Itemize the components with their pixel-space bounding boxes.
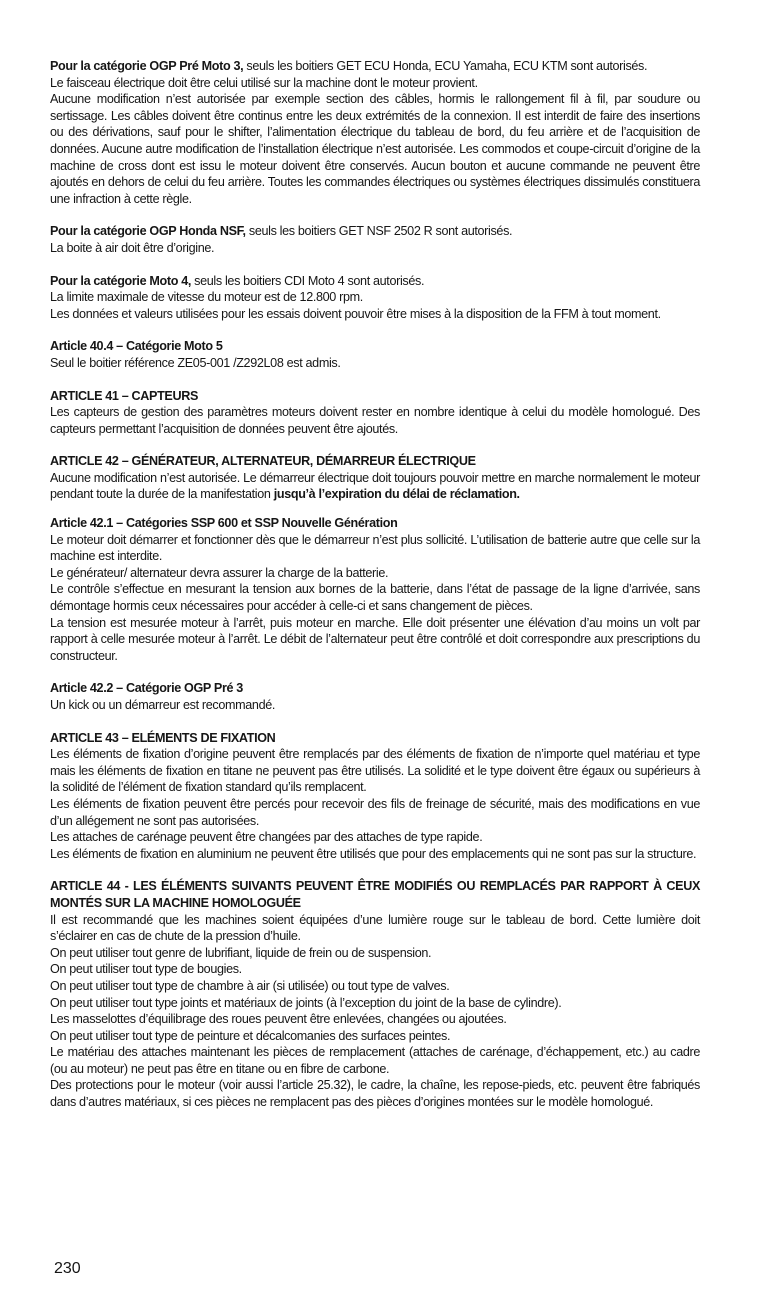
paragraph: Les attaches de carénage peuvent être changées par des attaches de type rapide. [50, 830, 483, 845]
paragraph-text: seuls les boitiers GET ECU Honda, ECU Yamaha, ECU KTM sont autorisés. [243, 59, 648, 73]
paragraph: Aucune modification n’est autorisée par exemple section des câbles, hormis le rallongement fil à fil, par soudure ou sertissage. Les câbles doivent être continus entre les deux extrémités de la connexion. Il est interdit de faire des insertions ou des dérivations, sauf pour le shifter, l’alimentation électrique du tableau de bord, du feu arrière et de l’acquisition de données. Aucune autre modification de l’installation électrique n’est autorisée. Les commodos et coupe-circuit d’origine de la machine de cross dont est issu le moteur doivent être conservés. Aucun bouton et aucune commande ne peuvent être ajoutés en dehors de celui du feu arrière. Toutes les commandes électriques ou systèmes électriques dissimulés constituera une infraction à cette règle. [50, 92, 700, 206]
heading-article-41: ARTICLE 41 – CAPTEURS [50, 388, 198, 403]
paragraph-text: Aucune modification n’est autorisée. Le démarreur électrique doit toujours pouvoir mettre en marche normalement le moteur pendant toute la durée de la manifestation [50, 470, 700, 502]
paragraph-ogp-pre-moto-3 [50, 58, 700, 75]
paragraph: Les capteurs de gestion des paramètres moteurs doivent rester en nombre identique à celui du modèle homologué. Des capteurs permettant l’acquisition de données peuvent être ajoutés. [50, 405, 700, 436]
paragraph: La limite maximale de vitesse du moteur est de 12.800 rpm. [50, 290, 363, 305]
paragraph: Les éléments de fixation peuvent être percés pour recevoir des fils de freinage de sécurité, mais des modifications en vue d’un allégement ne sont pas autorisées. [50, 796, 700, 828]
subheading-article-42-1: Article 42.1 – Catégories SSP 600 et SSP Nouvelle Génération [50, 516, 398, 531]
paragraph: Des protections pour le moteur (voir aussi l’article 25.32), le cadre, la chaîne, les repose-pieds, etc. peuvent être fabriqués dans d’autres matériaux, si ces pièces ne remplacent pas des pièces d’origines montées sur le modèle homologué. [50, 1078, 700, 1110]
heading-article-44: ARTICLE 44 - LES ÉLÉMENTS SUIVANTS PEUVENT ÊTRE MODIFIÉS OU REMPLACÉS PAR RAPPORT À CEUX MONTÉS SUR LA MACHINE HOMOLOGUÉE [50, 879, 700, 910]
subheading-article-40-4: Article 40.4 – Catégorie Moto 5 [50, 339, 223, 354]
emphasis-text: jusqu’à l’expiration du délai de réclamation. [273, 487, 520, 502]
document-body [50, 58, 700, 1111]
subheading-article-42-2: Article 42.2 – Catégorie OGP Pré 3 [50, 681, 243, 696]
paragraph: Les éléments de fixation d’origine peuvent être remplacés par des éléments de fixation de n’importe quel matériau et type mais les éléments de fixation en titane ne peuvent pas être utilisés. La solidité et le type doivent être égaux ou supérieurs à la solidité de l’élément de fixation standard qu’ils remplacent. [50, 747, 700, 795]
paragraph: On peut utiliser tout type de bougies. [50, 962, 242, 977]
paragraph: Le matériau des attaches maintenant les pièces de remplacement (attaches de carénage, d’échappement, etc.) au cadre (ou au moteur) ne peut pas être en titane ou en fibre de carbone. [50, 1045, 700, 1076]
paragraph: Le moteur doit démarrer et fonctionner dès que le démarreur n’est plus sollicité. L’utilisation de batterie autre que celle sur la machine est interdite. [50, 532, 700, 564]
paragraph: Les éléments de fixation en aluminium ne peuvent être utilisés que pour des emplacements qui ne sont pas sur la structure. [50, 846, 697, 861]
paragraph-moto-4 [50, 273, 700, 290]
paragraph: On peut utiliser tout type de chambre à air (si utilisée) ou tout type de valves. [50, 978, 450, 993]
page-number: 230 [54, 1260, 81, 1277]
paragraph: Seul le boitier référence ZE05-001 /Z292L08 est admis. [50, 355, 341, 370]
paragraph: Le contrôle s’effectue en mesurant la tension aux bornes de la batterie, dans l’état de passage de la ligne d’arrivée, sans démontage hormis ceux nécessaires pour accéder à celle-ci et sans changement de pièces. [50, 582, 700, 614]
paragraph: La boite à air doit être d’origine. [50, 240, 215, 255]
paragraph: Le faisceau électrique doit être celui utilisé sur la machine dont le moteur provient. [50, 75, 478, 90]
paragraph: Un kick ou un démarreur est recommandé. [50, 698, 276, 712]
category-label: Pour la catégorie OGP Honda NSF, [50, 224, 246, 239]
category-label: Pour la catégorie Moto 4, [50, 273, 192, 288]
paragraph: La tension est mesurée moteur à l’arrêt, puis moteur en marche. Elle doit présenter une élévation d’au moins un volt par rapport à celle mesurée moteur à l’arrêt. Le débit de l’alternateur peut être contrôlé et doit correspondre aux prescriptions du constructeur. [50, 615, 700, 663]
paragraph: Le générateur/ alternateur devra assurer la charge de la batterie. [50, 565, 389, 580]
paragraph: Les données et valeurs utilisées pour les essais doivent pouvoir être mises à la disposition de la FFM à tout moment. [50, 306, 661, 321]
heading-article-42: ARTICLE 42 – GÉNÉRATEUR, ALTERNATEUR, DÉMARREUR ÉLECTRIQUE [50, 454, 476, 469]
paragraph-text: seuls les boitiers CDI Moto 4 sont autorisés. [191, 273, 425, 288]
heading-article-43: ARTICLE 43 – ELÉMENTS DE FIXATION [50, 730, 276, 745]
category-label: Pour la catégorie OGP Pré Moto 3, [50, 59, 244, 73]
paragraph-article-42 [50, 470, 700, 503]
paragraph-ogp-honda-nsf [50, 223, 700, 240]
paragraph-text: seuls les boitiers GET NSF 2502 R sont autorisés. [245, 224, 513, 239]
paragraph: On peut utiliser tout type joints et matériaux de joints (à l’exception du joint de la base de cylindre). [50, 995, 562, 1010]
paragraph: Les masselottes d’équilibrage des roues peuvent être enlevées, changées ou ajoutées. [50, 1012, 507, 1027]
paragraph: Il est recommandé que les machines soient équipées d’une lumière rouge sur le tableau de bord. Cette lumière doit s’éclairer en cas de chute de la pression d’huile. [50, 912, 700, 944]
paragraph: On peut utiliser tout type de peinture et décalcomanies des surfaces peintes. [50, 1028, 451, 1043]
paragraph: On peut utiliser tout genre de lubrifiant, liquide de frein ou de suspension. [50, 945, 432, 960]
